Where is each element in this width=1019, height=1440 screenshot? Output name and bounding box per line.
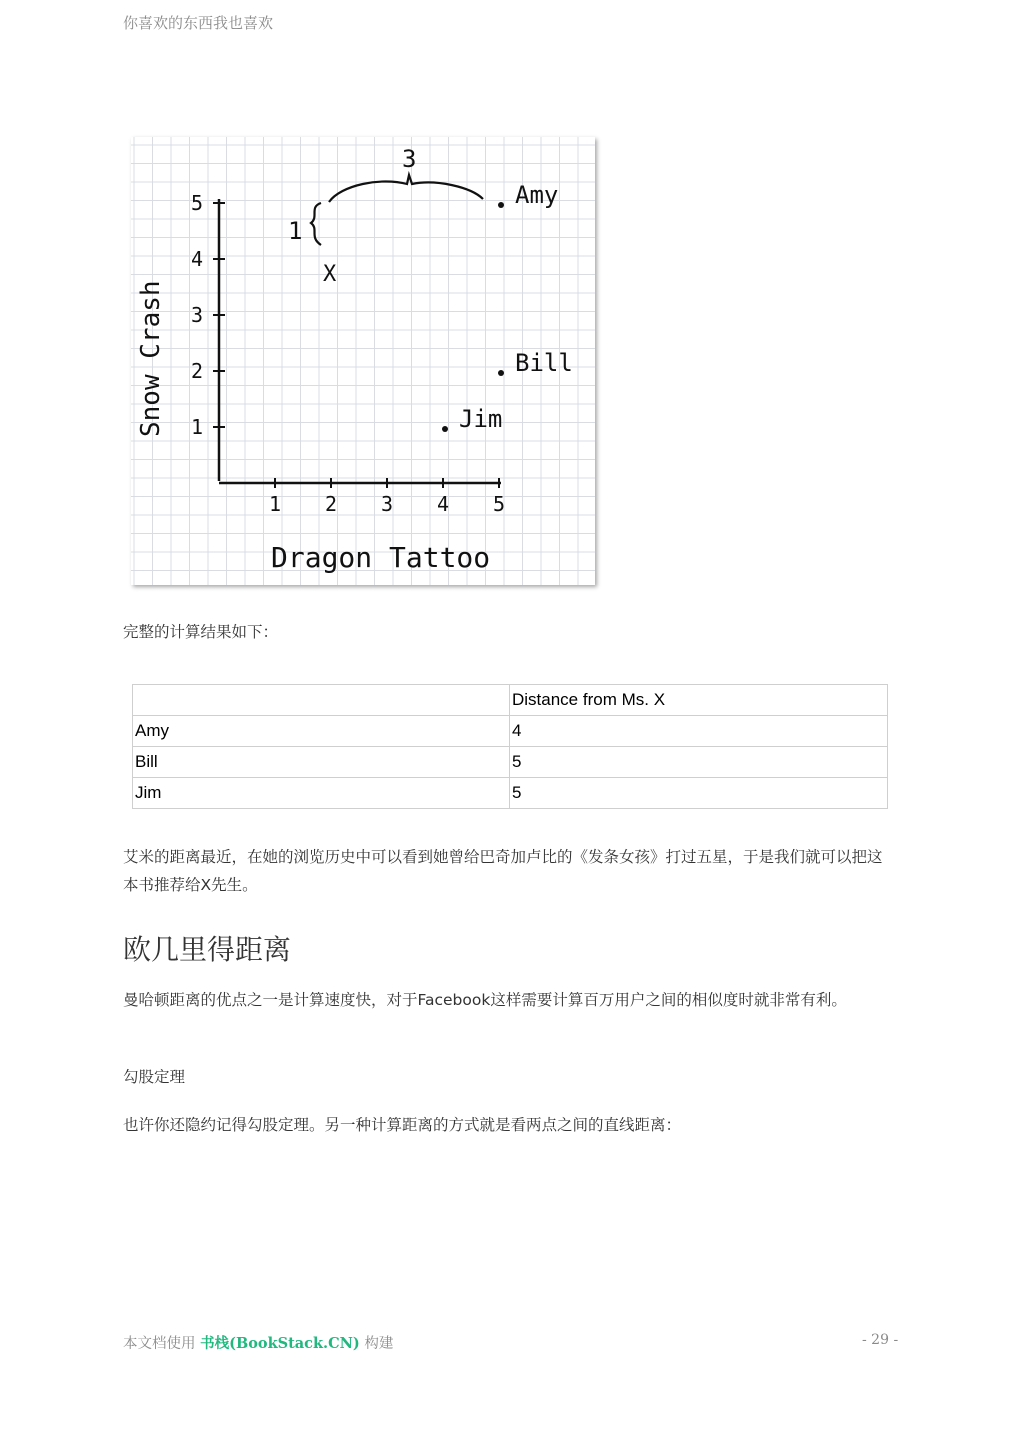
paragraph-pythagoras: 也许你还隐约记得勾股定理。另一种计算距离的方式就是看两点之间的直线距离：: [123, 1116, 682, 1134]
y-tick-label: 2: [191, 359, 204, 383]
table-row: [133, 747, 888, 778]
paragraph-pythagoras-title: 勾股定理: [123, 1068, 186, 1086]
y-tick-label: 3: [191, 303, 204, 327]
data-label-x: X: [323, 262, 337, 287]
data-point: [498, 202, 504, 208]
scatter-plot: [131, 137, 595, 585]
table-header-cell: [133, 685, 510, 716]
table-cell-distance: 4: [510, 716, 888, 747]
axis-ticks: [191, 191, 505, 516]
paragraph-manhattan: 曼哈顿距离的优点之一是计算速度快，对于Facebook这样需要计算百万用户之间的相似度时就非常有利。: [123, 991, 847, 1009]
table-row: [133, 778, 888, 809]
table-header-row: [133, 685, 888, 716]
table-header-cell: Distance from Ms. X: [510, 685, 888, 716]
x-axis-label: Dragon Tattoo: [271, 541, 491, 574]
x-tick-label: 2: [325, 492, 338, 516]
table-row: [133, 716, 888, 747]
table-cell-name: Jim: [133, 778, 510, 809]
footer-prefix: 本文档使用: [123, 1336, 196, 1352]
data-point: [442, 426, 448, 432]
footer-credit: [123, 1332, 393, 1353]
horizontal-distance-brace: [329, 175, 483, 202]
page-number: - 29 -: [862, 1332, 899, 1348]
y-tick-label: 4: [191, 247, 204, 271]
y-axis-label: Snow Crash: [136, 280, 166, 437]
running-header: 你喜欢的东西我也喜欢: [123, 14, 274, 32]
y-tick-label: 1: [191, 415, 204, 439]
data-label: Jim: [459, 405, 503, 433]
table-cell-distance: 5: [510, 778, 888, 809]
horizontal-distance-label: 3: [402, 145, 417, 173]
data-label: Amy: [515, 181, 559, 209]
x-tick-label: 5: [493, 492, 506, 516]
footer-suffix: 构建: [364, 1336, 394, 1352]
scatter-plot-figure: [131, 137, 595, 585]
table-cell-name: Bill: [133, 747, 510, 778]
data-label: Bill: [515, 349, 573, 377]
x-tick-label: 1: [269, 492, 282, 516]
x-tick-label: 3: [381, 492, 394, 516]
bookstack-link[interactable]: 书栈(BookStack.CN): [200, 1335, 360, 1352]
distance-table: [132, 684, 888, 809]
table-cell-distance: 5: [510, 747, 888, 778]
data-point: [498, 370, 504, 376]
vertical-distance-label: 1: [288, 217, 303, 245]
paragraph-amy-result: 艾米的距离最近，在她的浏览历史中可以看到她曾给巴奇加卢比的《发条女孩》打过五星，于是我们就可以把这本书推荐给X先生。: [123, 848, 883, 894]
table-cell-name: Amy: [133, 716, 510, 747]
x-tick-label: 4: [437, 492, 450, 516]
section-heading: 欧几里得距离: [123, 933, 292, 966]
intro-text: 完整的计算结果如下：: [123, 623, 279, 641]
y-tick-label: 5: [191, 191, 204, 215]
